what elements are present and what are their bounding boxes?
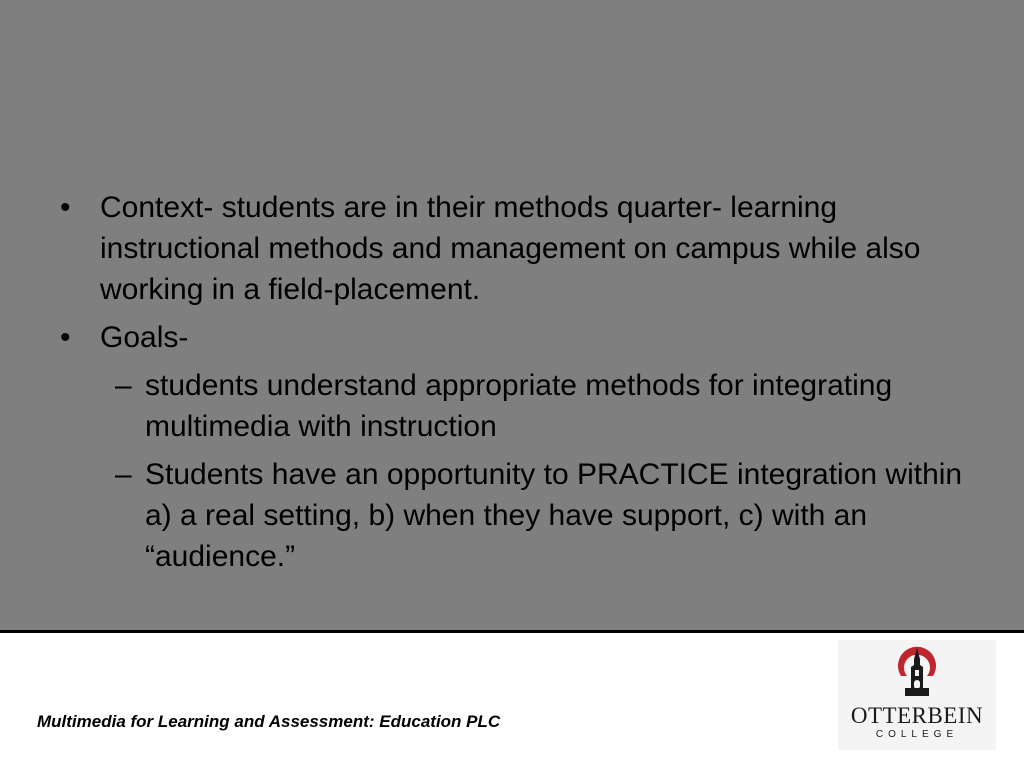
bullet-marker: •	[60, 321, 71, 354]
bullet-goals	[56, 317, 996, 358]
logo-subtitle: COLLEGE	[875, 729, 959, 740]
logo-name: OTTERBEIN	[850, 703, 984, 728]
bullet-marker: •	[60, 191, 71, 224]
footer-divider	[0, 630, 1024, 633]
bullet-context	[56, 187, 996, 310]
footer-caption: Multimedia for Learning and Assessment: Education PLC	[37, 712, 501, 731]
sub-bullet-understand	[56, 365, 996, 447]
bullet-text: Goals-	[100, 321, 189, 354]
sub-bullet-marker: –	[115, 458, 132, 491]
tower-emblem-icon	[887, 644, 947, 700]
sub-bullet-practice	[56, 454, 996, 577]
college-logo	[838, 640, 996, 750]
bullet-list	[56, 187, 996, 584]
sub-bullet-text: students understand appropriate methods for integrating multimedia with instruction	[145, 369, 893, 443]
sub-bullet-marker: –	[115, 369, 132, 402]
bullet-text: Context- students are in their methods quarter- learning instructional methods and management on campus while also working in a field-placement.	[100, 191, 921, 306]
sub-bullet-text: Students have an opportunity to PRACTICE integration within a) a real setting, b) when they have support, c) with an “audience.”	[145, 458, 963, 573]
